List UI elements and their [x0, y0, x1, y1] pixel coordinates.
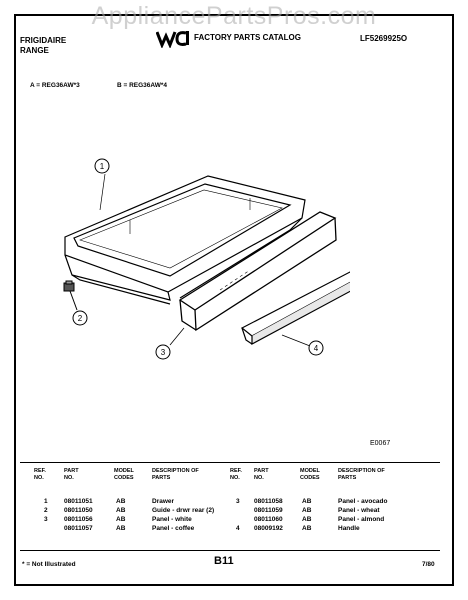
model-code: AB: [302, 525, 312, 532]
model-code: AB: [116, 525, 126, 532]
header-ref-right: REF. NO.: [230, 468, 242, 481]
watermark: AppliancePartsPros.com: [91, 2, 377, 30]
part-description: Handle: [338, 525, 360, 532]
brand-block: [20, 36, 66, 56]
header-part-right: PART NO.: [254, 468, 269, 481]
part-no: 08011059: [254, 507, 283, 514]
part-no: 08011056: [64, 516, 93, 523]
table-bottom-rule: [20, 550, 440, 551]
svg-text:3: 3: [160, 348, 166, 357]
part-no: 08011060: [254, 516, 283, 523]
revision-date: 7/80: [422, 561, 435, 568]
header-part-left: PART NO.: [64, 468, 79, 481]
header-desc-left: DESCRIPTION OF PARTS: [152, 468, 199, 481]
page-code: B11: [214, 555, 234, 567]
model-a: A = REG36AW*3: [30, 82, 80, 89]
figure-code: E0067: [370, 440, 391, 447]
drawer-part: [65, 174, 305, 304]
model-code: AB: [116, 498, 126, 505]
ref-no: 3: [236, 498, 240, 505]
svg-text:1: 1: [99, 162, 105, 171]
part-description: Panel - wheat: [338, 507, 380, 514]
callout-1: [95, 159, 109, 173]
wci-logo: [156, 28, 190, 48]
footnote-not-illustrated: * = Not Illustrated: [22, 561, 76, 568]
callout-3: [156, 345, 170, 359]
part-description: Drawer: [152, 498, 175, 505]
model-code: AB: [302, 507, 312, 514]
ref-no: 2: [44, 507, 48, 514]
callout-2: [73, 311, 87, 325]
ref-no: 1: [44, 498, 48, 505]
part-description: Panel - white: [152, 516, 192, 523]
catalog-part-number: LF5269925O: [360, 34, 408, 43]
exploded-parts-diagram: [20, 150, 350, 370]
handle-part: [242, 272, 350, 346]
catalog-title: FACTORY PARTS CATALOG: [194, 33, 301, 42]
part-description: Panel - avocado: [338, 498, 388, 505]
svg-text:4: 4: [313, 344, 319, 353]
part-description: Panel - almond: [338, 516, 385, 523]
part-no: 08011057: [64, 525, 93, 532]
model-code: AB: [116, 516, 126, 523]
model-b: B = REG36AW*4: [117, 82, 168, 89]
part-no: 08009192: [254, 525, 283, 532]
ref-no: 4: [236, 525, 240, 532]
part-description: Guide - drwr rear (2): [152, 507, 215, 514]
svg-text:2: 2: [77, 314, 83, 323]
part-no: 08011051: [64, 498, 93, 505]
header-model-right: MODEL CODES: [300, 468, 320, 481]
header-ref-left: REF. NO.: [34, 468, 46, 481]
brand-name: FRIGIDAIRE: [20, 36, 67, 45]
product-name: RANGE: [20, 46, 49, 55]
ref-no: 3: [44, 516, 48, 523]
drawer-guide-part: [64, 281, 77, 310]
model-code: AB: [302, 516, 312, 523]
header-model-left: MODEL CODES: [114, 468, 134, 481]
header-desc-right: DESCRIPTION OF PARTS: [338, 468, 385, 481]
part-no: 08011050: [64, 507, 93, 514]
table-top-rule: [20, 462, 440, 463]
model-code: AB: [116, 507, 126, 514]
part-description: Panel - coffee: [152, 525, 195, 532]
callout-4: [309, 341, 323, 355]
model-code: AB: [302, 498, 312, 505]
part-no: 08011058: [254, 498, 283, 505]
